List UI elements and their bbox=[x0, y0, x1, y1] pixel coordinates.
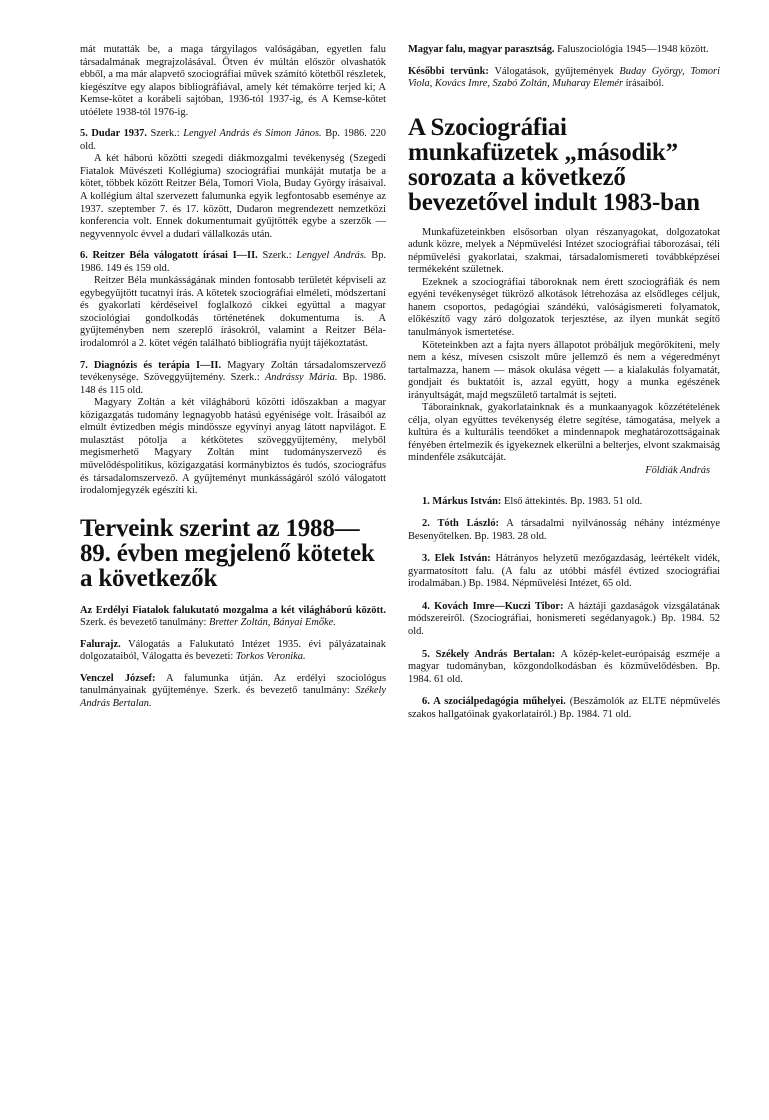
ref-2 bbox=[408, 518, 720, 543]
entry-5-editors: Lengyel András és Simon János. bbox=[183, 128, 322, 140]
plan-3-names: Székely András Bertalan. bbox=[80, 685, 386, 709]
ref-5 bbox=[408, 649, 720, 687]
ref-2-lead: 2. Tóth László: bbox=[422, 518, 499, 530]
entry-5-pub: Bp. 1986. 220 old. bbox=[80, 128, 386, 152]
entry-6-body: Reitzer Béla munkásságának minden fontosabb területét képviseli az egybegyűjtött tucatnyi írás. A kötetek szociográfiai elméleti, módszertani és gyakorlati kérdéseivel foglalkozó cikkei együttal a magyar szociológiai gondolkodás történetének dokumentuma is. A gyűjteményben nem szereplő írásokról, valamint a Reitzer Béla-irodalomról a 2. kötet végén található bibliográfia nyújt tájékoztatást. bbox=[80, 275, 386, 350]
plan-4 bbox=[408, 44, 720, 57]
entry-7-pub: Bp. 1986. 148 és 115 old. bbox=[80, 372, 386, 396]
intro-para-3: Köteteinkben azt a fajta nyers állapotot próbáljuk megörökíteni, mely nem a kész, mívesen csiszolt műre jellemző és nem a végeredményt tartalmazza, hanem — mások okulása végett — a kialakulás folyamatát, gondjait és buktatóit is, azzal együtt, hogy a munka egészének irányultságát, majd megszülető tartalmát is sejteti. bbox=[408, 339, 720, 401]
plan-2 bbox=[80, 639, 386, 664]
plan-1-names: Bretter Zoltán, Bányai Emőke. bbox=[208, 617, 336, 629]
ref-6-rest: (Beszámolók az ELTE népművelés szakos hallgatóinak gyakorlatairól.) Bp. 1984. 71 old. bbox=[408, 696, 720, 720]
entry-7-citation bbox=[80, 360, 386, 398]
intro-para-4: Táborainknak, gyakorlatainknak és a munkaanyagok közzétételének célja, olyan együttes tevékenység életre segítése, támogatása, melyek a kultúra és a kulturális teendőket a mindennapok meghatározottságainak fényében értelmezik és igyekeznek elkerülni a belterjes, elvont szakmaiság mindenféle zsákutcáját. bbox=[408, 402, 720, 464]
plan-2-rest: Válogatás a Falukutató Intézet 1935. évi pályázatainak dolgozataiból, Válogatta és bevezeti: bbox=[80, 638, 386, 663]
plan-3-lead: Venczel József: bbox=[80, 672, 156, 684]
entry-7-body: Magyary Zoltán a két világháború közötti időszakban a magyar közigazgatás tudomány legnagyobb hatású egyénisége volt. Írásaiból az elmúlt évtizedben mégis mindössze egyvínyi anyag látott napvilágot. E mulasztást pótolja a kétkötetes szöveggyűjtemény, melyből megismerhető Magyary Zoltán mint tudományszervező és művelődéspolitikus, közigazgatási kormánybiztos és tudós, szociográfus és társadalomszervező. A gyűjteményt munkásságáról szóló válogatott irodalomjegyzék egészíti ki. bbox=[80, 397, 386, 497]
ref-5-rest: A közép-kelet-európaiság eszméje a magyar tudományban, közgondolkodásban és közművelődésben. Bp. 1984. 61 old. bbox=[408, 648, 721, 685]
entry-6-title: 6. Reitzer Béla válogatott írásai I—II. bbox=[80, 250, 258, 262]
series-heading: A Szociográfiai munkafüzetek „második” sorozata a következő bevezetővel indult 1983-ban bbox=[408, 113, 700, 216]
ref-5-lead: 5. Székely András Bertalan: bbox=[422, 648, 556, 660]
entry-6-citation bbox=[80, 250, 386, 275]
plan-4-lead: Magyar falu, magyar parasztság. bbox=[408, 44, 555, 55]
ref-1 bbox=[408, 496, 720, 509]
ref-3-rest: Hátrányos helyzetű mezőgazdaság, leértékelt vidék, gyarmatosított falu. (A falu az utóbbi másfél évtized szociográfiai irodalmában.) Bp. 1984. Népművelési Intézet, 65 old. bbox=[408, 553, 721, 590]
later-plan-rest: Válogatások, gyűjtemények bbox=[488, 65, 620, 77]
plan-3 bbox=[80, 673, 386, 711]
plan-1 bbox=[80, 605, 386, 630]
right-column bbox=[408, 44, 720, 721]
intro-para-1: Munkafüzeteinkben elsősorban olyan részanyagokat, dolgozatokat adunk közre, melyek a Népművelési Intézet szociográfiai táborozásai, téli népművelési gyakorlatai, szakmai, társadalomismereti továbbképzései termékeként születnek. bbox=[408, 226, 720, 276]
entry-7-editors: Andrássy Mária. bbox=[264, 372, 338, 384]
later-plan bbox=[408, 66, 720, 91]
ref-1-lead: 1. Márkus István: bbox=[422, 495, 502, 507]
later-plan-lead: Későbbi tervünk: bbox=[408, 65, 489, 77]
ref-4 bbox=[408, 601, 720, 639]
signature: Földiák András bbox=[645, 465, 710, 477]
entry-6-editors: Lengyel András. bbox=[296, 250, 367, 262]
intro-paragraph: mát mutatták be, a maga tárgyilagos valóságában, egyetlen falu társadalmának megrajzolásával. Ötven év múltán először olvashatók ebből, a ma már alapvető szociográfiai művek számító kötetből részletek, kiegészítve egy alapos bibliográfiával, amely két témakörre terjed ki; A Kemse-kötet a korábeli sajtóban, 1936-tól 1937-ig, és A Kemse-kötet utóélete 1938-tól 1976-ig. bbox=[80, 44, 386, 118]
entry-6-after: Szerk.: bbox=[257, 250, 297, 262]
left-column bbox=[80, 44, 386, 710]
ref-4-lead: 4. Kovách Imre—Kuczi Tibor: bbox=[422, 600, 564, 612]
entry-5-citation bbox=[80, 128, 386, 153]
plan-2-names: Torkos Veronika. bbox=[235, 651, 306, 663]
later-plan-names: Buday György, Tomori Viola, Kovács Imre, Szabó Zoltán, Muharay Elemér bbox=[408, 65, 720, 90]
ref-3-lead: 3. Elek István: bbox=[422, 553, 491, 565]
plans-heading: Terveink szerint az 1988—89. évben megjelenő kötetek a következők bbox=[80, 514, 375, 592]
ref-6 bbox=[408, 696, 720, 721]
ref-1-rest: Első áttekintés. Bp. 1983. 51 old. bbox=[501, 495, 643, 507]
ref-3 bbox=[408, 553, 720, 591]
later-plan-tail: írásaiból. bbox=[623, 78, 664, 90]
plan-1-lead: Az Erdélyi Fiatalok falukutató mozgalma a két világháború között. bbox=[80, 604, 386, 616]
entry-5-body: A két háború közötti szegedi diákmozgalmi tevékenység (Szegedi Fiatalok Művészeti Kollégiuma) szociográfiai munkáját mutatja be a kötet, többek között Reitzer Béla, Tomori Viola, Buday György írásaival. A kollégium által szervezett falumunka egyik legfontosabb eseménye az 1937. szeptember 7. és 17. között, Dudaron megrendezett nemzetközi konferencia volt. Ennek dokumentumait gyűjtötték egybe a szerzők — negyvennyolc évvel a dudari vállalkozás után. bbox=[80, 153, 386, 240]
plan-2-lead: Falurajz. bbox=[80, 638, 121, 650]
entry-6-pub: Bp. 1986. 149 és 159 old. bbox=[80, 250, 386, 274]
intro-para-2: Ezeknek a szociográfiai táboroknak nem érett szociográfiák és nem egyéni tevékenységet tükröző alkotások létrehozása az elsődleges céljuk, hanem csoportos, pedagógiai szándékú, valóságismereti folyamatok, előkészítő vagy záró dolgozatok terjesztése, az ilyen munkát segítő tanulmányok ismertetése. bbox=[408, 276, 720, 339]
plan-4-rest: Faluszociológia 1945—1948 között. bbox=[554, 44, 709, 55]
ref-2-rest: A társadalmi nyilvánosság néhány intézménye Besenyőtelken. Bp. 1983. 28 old. bbox=[408, 518, 720, 542]
plan-3-rest: A falumunka útján. Az erdélyi szociológus tanulmányainak gyűjteménye. Szerk. és bevezető tanulmány: bbox=[80, 672, 386, 697]
entry-7-title: 7. Diagnózis és terápia I—II. bbox=[80, 359, 222, 371]
entry-7-after: Magyary Zoltán társadalomszervező tevékenysége. Szöveggyűjtemény. Szerk.: bbox=[80, 359, 386, 384]
entry-5-after: Szerk.: bbox=[146, 128, 184, 140]
entry-5-title: 5. Dudar 1937. bbox=[80, 128, 147, 140]
ref-4-rest: A háztáji gazdaságok vizsgálatának módszereiről. (Szociográfiai, honismereti segédanyagok.) Bp. 1984. 52 old. bbox=[408, 600, 721, 637]
ref-6-lead: 6. A szociálpedagógia műhelyei. bbox=[422, 696, 566, 708]
plan-1-rest: Szerk. és bevezető tanulmány: bbox=[80, 617, 209, 629]
